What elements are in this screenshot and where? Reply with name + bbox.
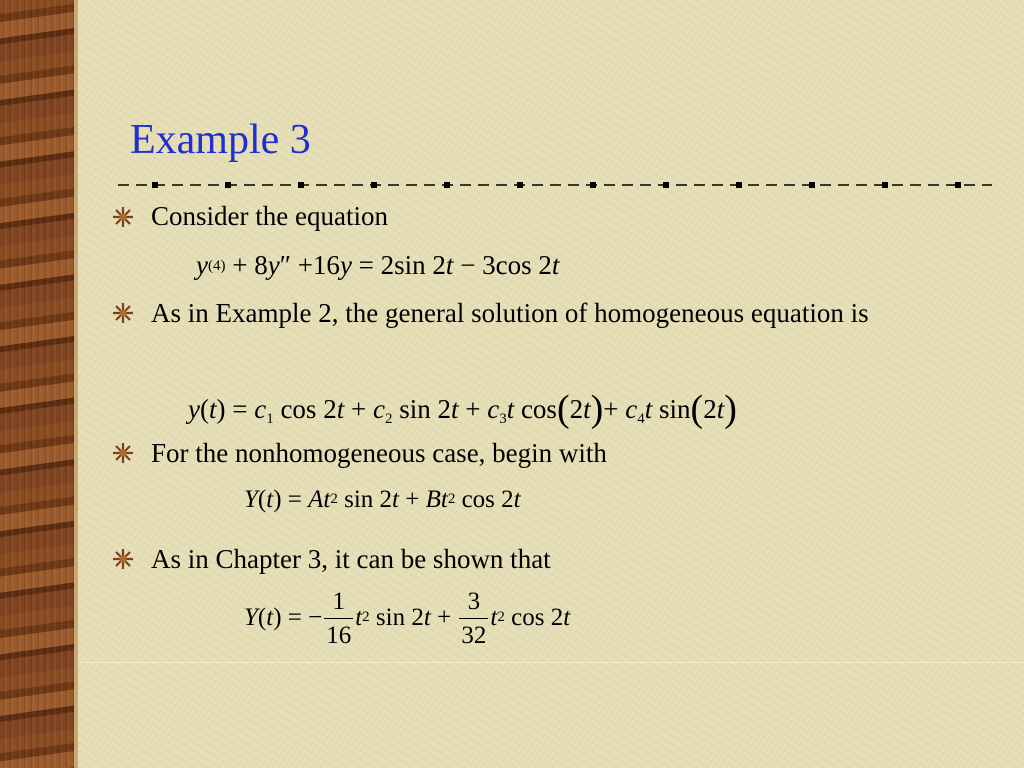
star-bullet-icon bbox=[112, 302, 134, 324]
bullet-general-solution: As in Example 2, the general solution of homogeneous equation is bbox=[151, 298, 869, 328]
bullet-chapter-3: As in Chapter 3, it can be shown that bbox=[151, 544, 551, 574]
equation-particular-solution: Y(t) = − $\frac{1}{16}$ $t^2$ sin 2t + $\frac{3}{32}$ $t^2$ cos 2t bbox=[244, 586, 570, 653]
equation-ode: $y^{(4)} + 8y'' +16y = 2\sin$ 2t − 3cos 2t bbox=[196, 250, 560, 280]
title-divider bbox=[118, 178, 992, 192]
equation-homogeneous-solution: $y(t) = c_1$ $\cos 2t + c_2$ $\sin 2t + c_3t$ $\cos(2t)+ c_4t$ sin(2t) bbox=[188, 388, 737, 430]
wood-sidebar bbox=[0, 0, 78, 768]
slide-title: Example 3 bbox=[130, 117, 311, 163]
star-bullet-icon bbox=[112, 442, 134, 464]
equation-trial-solution: $Y(t) = At^2$ $\sin 2t + Bt^2$ cos 2t bbox=[244, 486, 521, 513]
star-bullet-icon bbox=[112, 548, 134, 570]
bullet-nonhomogeneous: For the nonhomogeneous case, begin with bbox=[151, 438, 607, 468]
footer-divider bbox=[78, 662, 1024, 663]
star-bullet-icon bbox=[112, 206, 134, 228]
bullet-consider-equation: Consider the equation bbox=[151, 201, 388, 231]
